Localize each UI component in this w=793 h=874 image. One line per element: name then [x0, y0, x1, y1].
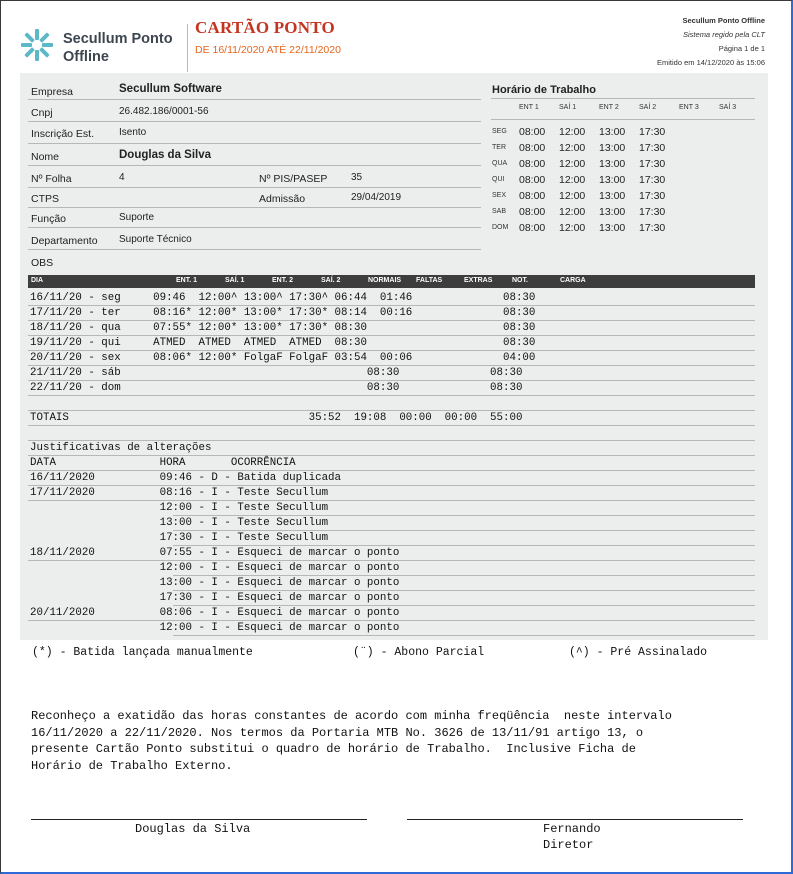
brand-name [63, 30, 173, 66]
funcao-value: Suporte [119, 212, 155, 223]
row-divider [28, 470, 755, 471]
row-divider [28, 365, 755, 366]
punch-col-header: ENT. 2 [272, 277, 294, 284]
punch-row: 16/11/20 - seg 09:46 12:00^ 13:00^ 17:30^ 06:44 01:46 08:30 [30, 292, 536, 304]
header-divider [187, 24, 188, 72]
director-signature-line [407, 819, 743, 820]
schedule-time: 12:00 [559, 222, 586, 234]
justification-row: 13:00 - I - Teste Secullum [30, 517, 329, 529]
funcao-label: Função [31, 213, 67, 225]
declaration-text: Reconheço a exatidão das horas constantes de acordo com minha freqüência neste intervalo 16/11/2020 a 22/11/2020. Nos termos da Portaria MTB No. 3626 de 13/11/91 artigo 13, o presente Cartão Ponto substitui o quadro de horário de Trabalho. Inclusive Ficha de Horário de Trabalho Externo. [31, 709, 672, 773]
row-divider [28, 485, 755, 486]
justification-row: 12:00 - I - Teste Secullum [30, 502, 329, 514]
justification-row: 13:00 - I - Esqueci de marcar o ponto [30, 577, 400, 589]
cnpj-value: 26.482.186/0001-56 [119, 106, 209, 117]
punch-col-header: FALTAS [416, 277, 443, 284]
row-divider [28, 500, 755, 501]
divider [28, 249, 481, 250]
schedule-title: Horário de Trabalho [492, 84, 596, 96]
ctps-label: CTPS [31, 193, 60, 205]
schedule-time: 08:00 [519, 190, 546, 202]
schedule-time: 12:00 [559, 206, 586, 218]
row-divider [28, 305, 755, 306]
punch-col-header: CARGA [560, 277, 586, 284]
schedule-time: 08:00 [519, 206, 546, 218]
schedule-col-header: ENT 1 [519, 104, 539, 111]
justification-row: 12:00 - I - Esqueci de marcar o ponto [30, 622, 400, 634]
schedule-time: 17:30 [639, 142, 666, 154]
schedule-time: 08:00 [519, 222, 546, 234]
meta-app-name: Secullum Ponto Offline [682, 16, 765, 25]
cnpj-label: Cnpj [31, 107, 53, 119]
row-divider [173, 605, 755, 606]
justifications-header: DATA HORA OCORRÊNCIA [30, 457, 296, 469]
punch-row: 17/11/20 - ter 08:16* 12:00* 13:00* 17:30* 08:14 00:16 08:30 [30, 307, 536, 319]
divider [28, 143, 481, 144]
row-divider [173, 575, 755, 576]
row-divider [28, 350, 755, 351]
schedule-time: 17:30 [639, 190, 666, 202]
punch-col-header: NORMAIS [368, 277, 402, 284]
schedule-time: 13:00 [599, 174, 626, 186]
row-divider [28, 560, 755, 561]
punch-row: 21/11/20 - sáb 08:30 08:30 [30, 367, 523, 379]
justification-row: 17:30 - I - Teste Secullum [30, 532, 329, 544]
brand-line-1: Secullum Ponto [63, 31, 173, 47]
schedule-col-header: SAÍ 3 [719, 104, 737, 111]
punch-row: 18/11/20 - qua 07:55* 12:00* 13:00* 17:30* 08:30 08:30 [30, 322, 536, 334]
schedule-day: TER [492, 144, 506, 151]
schedule-time: 08:00 [519, 158, 546, 170]
schedule-time: 12:00 [559, 126, 586, 138]
pis-label: Nº PIS/PASEP [259, 173, 328, 185]
schedule-time: 13:00 [599, 222, 626, 234]
departamento-label: Departamento [31, 235, 98, 247]
brand-line-2: Offline [63, 49, 109, 65]
obs-label: OBS [31, 257, 54, 269]
schedule-time: 13:00 [599, 206, 626, 218]
divider [28, 187, 481, 188]
schedule-day: SAB [492, 208, 507, 215]
punch-row: 20/11/20 - sex 08:06* 12:00* FolgaF FolgaF 03:54 00:06 04:00 [30, 352, 536, 364]
folha-label: Nº Folha [31, 173, 72, 185]
schedule-time: 08:00 [519, 126, 546, 138]
admissao-label: Admissão [259, 193, 306, 205]
row-divider [28, 410, 755, 411]
nome-value: Douglas da Silva [119, 149, 212, 161]
row-divider [173, 635, 755, 636]
divider [491, 98, 755, 99]
justification-row: 20/11/2020 08:06 - I - Esqueci de marcar o ponto [30, 607, 400, 619]
schedule-day: SEX [492, 192, 507, 199]
justification-row: 16/11/2020 09:46 - D - Batida duplicada [30, 472, 342, 484]
schedule-time: 17:30 [639, 174, 666, 186]
schedule-col-header: SAÍ 2 [639, 104, 657, 111]
schedule-time: 17:30 [639, 126, 666, 138]
punch-col-header: ENT. 1 [176, 277, 198, 284]
schedule-time: 13:00 [599, 126, 626, 138]
departamento-value: Suporte Técnico [119, 234, 192, 245]
schedule-day: DOM [492, 224, 509, 231]
row-divider [28, 455, 755, 456]
report-meta [657, 14, 765, 70]
schedule-col-header: ENT 2 [599, 104, 619, 111]
document-title: CARTÃO PONTO [195, 18, 335, 37]
divider [28, 99, 481, 100]
schedule-day: QUI [492, 176, 505, 183]
divider [28, 165, 481, 166]
punch-col-header: SAÍ. 2 [321, 277, 341, 284]
justification-row: 17:30 - I - Esqueci de marcar o ponto [30, 592, 400, 604]
director-signature-role: Diretor [543, 838, 594, 852]
employee-signature-line [31, 819, 367, 820]
schedule-time: 12:00 [559, 174, 586, 186]
schedule-time: 12:00 [559, 142, 586, 154]
punch-row: 19/11/20 - qui ATMED ATMED ATMED ATMED 08:30 08:30 [30, 337, 536, 349]
justification-row: 18/11/2020 07:55 - I - Esqueci de marcar o ponto [30, 547, 400, 559]
divider [28, 121, 481, 122]
schedule-col-header: ENT 3 [679, 104, 699, 111]
folha-value: 4 [119, 172, 125, 183]
meta-page: Página 1 de 1 [718, 44, 765, 53]
legend-manual: (*) - Batida lançada manualmente [32, 646, 253, 659]
row-divider [28, 380, 755, 381]
punch-row: 22/11/20 - dom 08:30 08:30 [30, 382, 523, 394]
punch-col-header: EXTRAS [464, 277, 493, 284]
row-divider [28, 440, 755, 441]
employee-signature-name: Douglas da Silva [135, 822, 251, 836]
inscricao-value: Isento [119, 127, 147, 138]
legend-pre: (^) - Pré Assinalado [569, 646, 708, 659]
empresa-label: Empresa [31, 86, 74, 98]
divider [28, 227, 481, 228]
punch-col-header: DIA [31, 277, 44, 284]
schedule-col-header: SAÍ 1 [559, 104, 577, 111]
schedule-time: 08:00 [519, 174, 546, 186]
schedule-day: QUA [492, 160, 508, 167]
empresa-value: Secullum Software [119, 83, 222, 95]
row-divider [173, 530, 755, 531]
document-period: DE 16/11/2020 ATÉ 22/11/2020 [195, 44, 341, 56]
punch-col-header: SAÍ. 1 [225, 277, 245, 284]
schedule-time: 17:30 [639, 222, 666, 234]
justification-row: 17/11/2020 08:16 - I - Teste Secullum [30, 487, 329, 499]
inscricao-label: Inscrição Est. [31, 128, 95, 140]
schedule-time: 12:00 [559, 190, 586, 202]
snowflake-icon [20, 28, 54, 62]
totals-row: TOTAIS 35:52 19:08 00:00 00:00 55:00 [30, 412, 523, 424]
schedule-time: 12:00 [559, 158, 586, 170]
row-divider [28, 395, 755, 396]
schedule-time: 17:30 [639, 158, 666, 170]
meta-issued: Emitido em 14/12/2020 às 15:06 [657, 58, 765, 67]
admissao-value: 29/04/2019 [351, 192, 402, 203]
schedule-time: 17:30 [639, 206, 666, 218]
schedule-time: 13:00 [599, 142, 626, 154]
pis-value: 35 [351, 172, 363, 183]
meta-system-note: Sistema regido pela CLT [683, 30, 765, 39]
row-divider [28, 425, 755, 426]
nome-label: Nome [31, 151, 60, 163]
divider [28, 207, 481, 208]
schedule-time: 13:00 [599, 158, 626, 170]
row-divider [173, 590, 755, 591]
row-divider [28, 620, 755, 621]
legend-abono: (¨) - Abono Parcial [353, 646, 485, 659]
schedule-time: 08:00 [519, 142, 546, 154]
schedule-day: SEG [492, 128, 507, 135]
justification-row: 12:00 - I - Esqueci de marcar o ponto [30, 562, 400, 574]
punch-col-header: NOT. [512, 277, 528, 284]
director-signature-name: Fernando [543, 822, 601, 836]
row-divider [173, 515, 755, 516]
justifications-title: Justificativas de alterações [30, 442, 212, 454]
row-divider [28, 335, 755, 336]
row-divider [173, 545, 755, 546]
schedule-time: 13:00 [599, 190, 626, 202]
divider [491, 119, 755, 120]
row-divider [28, 320, 755, 321]
